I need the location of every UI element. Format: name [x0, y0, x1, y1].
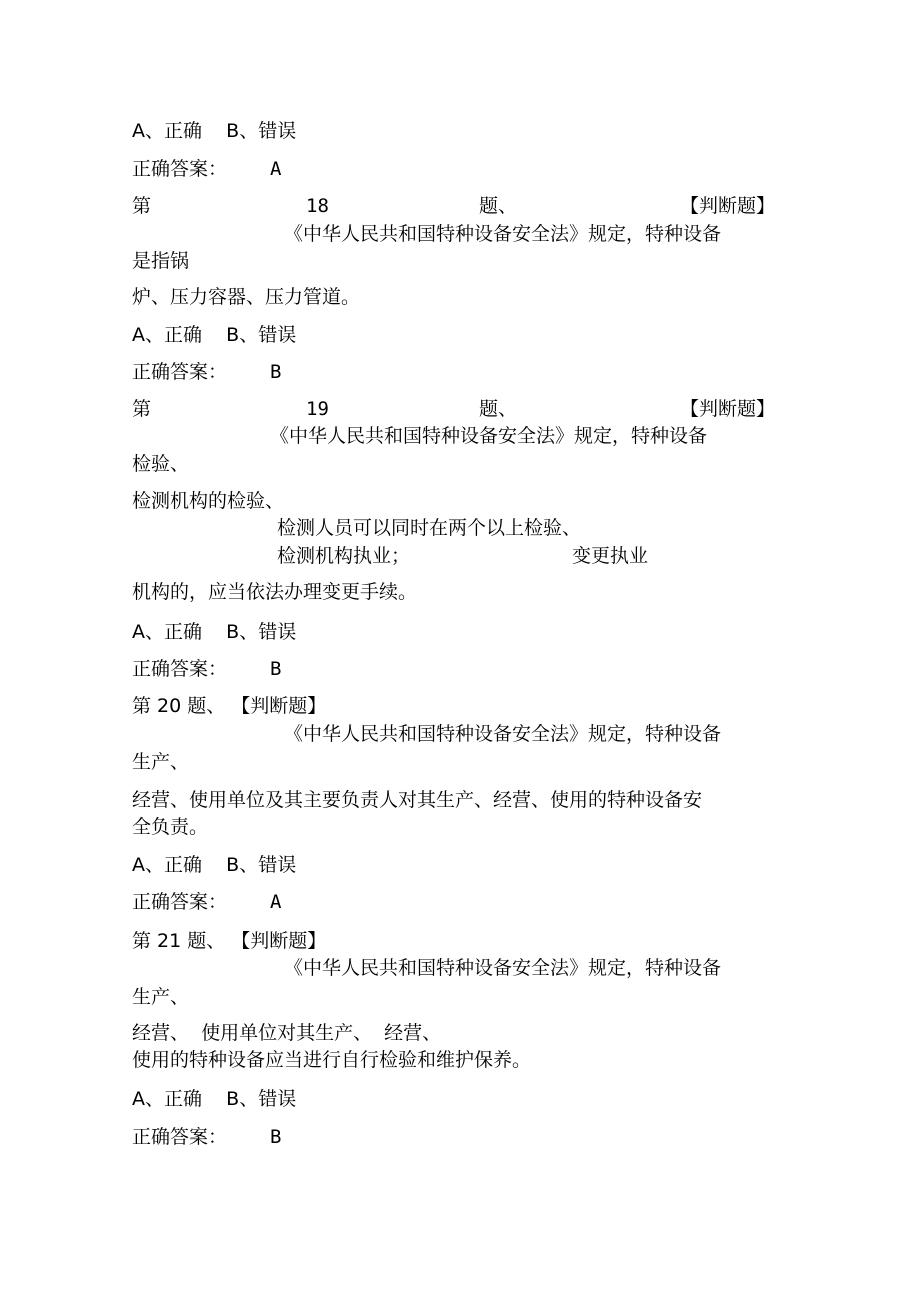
- q19-answer-value: B: [270, 658, 282, 680]
- q19-options: A、正确 B、错误: [132, 621, 297, 643]
- q21-options: A、正确 B、错误: [132, 1088, 297, 1110]
- q19-stem-line5b: 变更执业: [572, 545, 649, 567]
- q19-stem-line5a: 检测机构执业；: [277, 545, 411, 567]
- q20-stem-line1: 《中华人民共和国特种设备安全法》规定，特种设备: [284, 723, 722, 745]
- q19-type: 【判断题】: [680, 398, 776, 420]
- q21-answer-label: 正确答案：: [132, 1126, 228, 1148]
- q20-stem-line2: 生产、: [132, 751, 190, 773]
- q17-answer-value: A: [270, 158, 282, 180]
- q20-answer-value: A: [270, 891, 282, 913]
- q18-stem-line1: 《中华人民共和国特种设备安全法》规定，特种设备: [284, 223, 722, 245]
- q21-stem-line3: 经营、 使用单位对其生产、 经营、: [132, 1022, 442, 1044]
- q20-header: 第 20 题、 【判断题】: [132, 695, 327, 717]
- q20-options: A、正确 B、错误: [132, 854, 297, 876]
- q21-stem-line2: 生产、: [132, 986, 190, 1008]
- q19-stem-line4: 检测人员可以同时在两个以上检验、: [277, 517, 582, 539]
- q18-answer-value: B: [270, 361, 282, 383]
- q19-answer-label: 正确答案：: [132, 658, 228, 680]
- q17-options: A、正确 B、错误: [132, 120, 297, 142]
- q19-stem-line6: 机构的，应当依法办理变更手续。: [132, 581, 418, 603]
- q20-stem-line4: 全负责。: [132, 816, 209, 838]
- q19-suffix: 题、: [479, 398, 518, 420]
- q18-number: 18: [306, 195, 329, 217]
- q19-prefix: 第: [132, 398, 152, 420]
- q21-stem-line1: 《中华人民共和国特种设备安全法》规定，特种设备: [284, 957, 722, 979]
- q18-stem-line2: 是指锅: [132, 250, 190, 272]
- q21-answer-value: B: [270, 1126, 282, 1148]
- q17-answer-label: 正确答案：: [132, 158, 228, 180]
- q20-stem-line3: 经营、使用单位及其主要负责人对其生产、经营、使用的特种设备安: [132, 789, 703, 811]
- q21-header: 第 21 题、 【判断题】: [132, 930, 327, 952]
- q18-answer-label: 正确答案：: [132, 361, 228, 383]
- q19-number: 19: [306, 398, 329, 420]
- q18-type: 【判断题】: [680, 195, 776, 217]
- q21-stem-line4: 使用的特种设备应当进行自行检验和维护保养。: [132, 1049, 532, 1071]
- q19-stem-line1: 《中华人民共和国特种设备安全法》规定，特种设备: [270, 425, 708, 447]
- q18-prefix: 第: [132, 195, 152, 217]
- q18-stem-line3: 炉、压力容器、压力管道。: [132, 286, 361, 308]
- q18-options: A、正确 B、错误: [132, 324, 297, 346]
- q19-stem-line3: 检测机构的检验、: [132, 490, 285, 512]
- q19-stem-line2: 检验、: [132, 453, 190, 475]
- q20-answer-label: 正确答案：: [132, 891, 228, 913]
- q18-suffix: 题、: [479, 195, 518, 217]
